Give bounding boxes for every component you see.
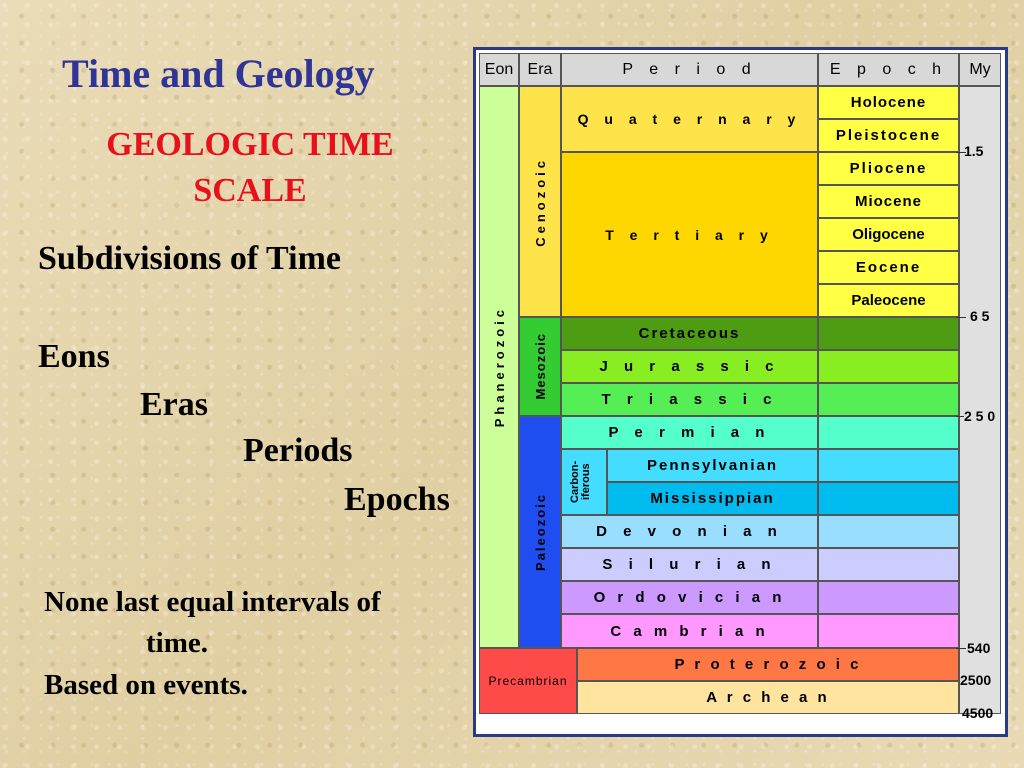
header-era: Era [519,53,561,86]
pennsylvanian-epoch-fill [818,449,959,482]
geologic-time-chart [473,47,1008,737]
era-paleozoic [519,416,561,648]
cretaceous-epoch-fill [818,317,959,350]
epoch-eocene: Eocene [818,251,959,284]
slide-subtitle [40,122,460,214]
period-permian: P e r m i a n [561,416,818,449]
subtitle-line-1: GEOLOGIC TIME [106,126,394,163]
header-my: My [959,53,1001,86]
tick-mark-3 [956,416,964,417]
hierarchy-periods: Periods [243,432,353,469]
era-mesozoic [519,317,561,416]
era-cenozoic-label: Cenozoic [532,156,548,247]
silurian-epoch-fill [818,548,959,581]
hierarchy-eras: Eras [140,386,208,423]
period-cretaceous: Cretaceous [561,317,818,350]
cambrian-epoch-fill [818,614,959,648]
period-ordovician: O r d o v i c i a n [561,581,818,614]
period-tertiary: T e r t i a r y [561,152,818,317]
tick-label-4: 540 [967,640,991,656]
period-carboniferous [561,449,607,515]
hierarchy-eons: Eons [38,338,110,375]
period-triassic: T r i a s s i c [561,383,818,416]
tick-label-2: 6 5 [970,308,990,324]
period-silurian: S i l u r i a n [561,548,818,581]
epoch-pleistocene: Pleistocene [818,119,959,152]
period-devonian: D e v o n i a n [561,515,818,548]
hierarchy-epochs: Epochs [344,481,450,518]
header-period: P e r i o d [561,53,818,86]
tick-label-1: 1.5 [964,143,984,159]
eon-precambrian: Precambrian [479,648,577,714]
tick-label-5: 2500 [960,672,992,688]
period-mississippian: Mississippian [607,482,818,515]
eon-phanerozoic [479,86,519,648]
permian-epoch-fill [818,416,959,449]
subtitle-line-2: SCALE [193,172,307,209]
epoch-paleocene: Paleocene [818,284,959,317]
period-jurassic: J u r a s s i c [561,350,818,383]
tick-mark-4 [956,648,966,649]
epoch-miocene: Miocene [818,185,959,218]
my-column [959,86,1001,714]
eon-phanerozoic-label: Phanerozoic [491,306,507,428]
period-carboniferous-label: Carbon-iferous [569,460,592,504]
era-paleozoic-label: Paleozoic [532,493,548,571]
tick-label-3: 2 5 0 [964,408,996,424]
era-mesozoic-label: Mesozoic [532,333,548,400]
epoch-holocene: Holocene [818,86,959,119]
era-archean: A r c h e a n [577,681,959,714]
header-epoch: E p o c h [818,53,959,86]
period-quaternary: Q u a t e r n a r y [561,86,818,152]
era-cenozoic [519,86,561,317]
era-proterozoic: P r o t e r o z o i c [577,648,959,681]
epoch-oligocene: Oligocene [818,218,959,251]
tick-mark-2 [956,317,966,318]
triassic-epoch-fill [818,383,959,416]
note-line-2: time. [146,627,208,659]
ordovician-epoch-fill [818,581,959,614]
devonian-epoch-fill [818,515,959,548]
note-line-1: None last equal intervals of [44,586,381,618]
period-pennsylvanian: Pennsylvanian [607,449,818,482]
period-cambrian: C a m b r i a n [561,614,818,648]
slide-title: Time and Geology [62,51,375,96]
tick-label-6: 4500 [962,705,994,721]
mississippian-epoch-fill [818,482,959,515]
epoch-pliocene: Pliocene [818,152,959,185]
note-line-3: Based on events. [44,669,248,701]
jurassic-epoch-fill [818,350,959,383]
header-eon: Eon [479,53,519,86]
subdivisions-heading: Subdivisions of Time [38,240,341,277]
